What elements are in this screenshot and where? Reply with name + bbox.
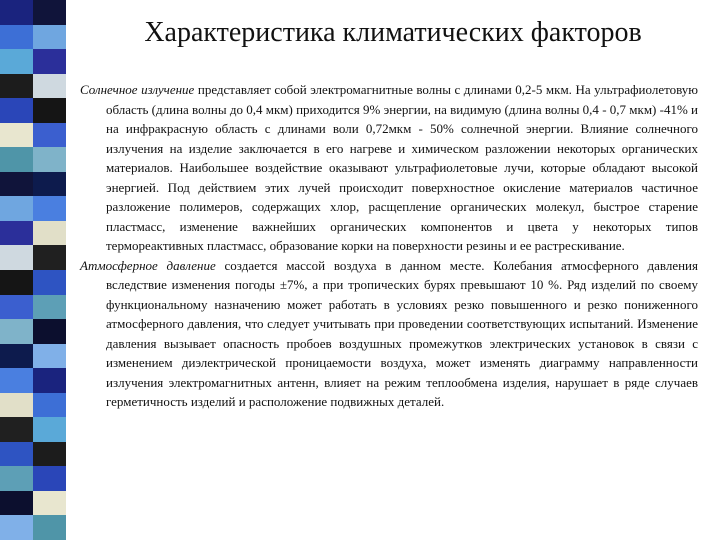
stripe-cell [0,172,33,197]
stripe-block [0,196,66,221]
stripe-cell [0,74,33,99]
stripe-cell [33,147,66,172]
stripe-cell [0,0,33,25]
stripe-block [0,442,66,467]
stripe-cell [33,491,66,516]
stripe-cell [33,393,66,418]
decorative-stripe [0,0,66,540]
stripe-block [0,25,66,50]
stripe-block [0,295,66,320]
stripe-cell [0,123,33,148]
stripe-cell [33,98,66,123]
stripe-cell [33,466,66,491]
stripe-cell [0,196,33,221]
stripe-cell [0,368,33,393]
stripe-cell [33,221,66,246]
stripe-cell [0,491,33,516]
stripe-cell [33,123,66,148]
stripe-cell [33,49,66,74]
stripe-cell [33,74,66,99]
stripe-cell [33,515,66,540]
stripe-cell [0,393,33,418]
paragraph-text: создается массой воздуха в данном месте. Колебания атмосферного давления вследствие изменения погоды ±7%, а при тропических бурях превышают 10 %. Ряд изделий по своему функциональному назначению может работать в условиях резко повышенного и резко пониженного атмосферного давления, что следует учитывать при проведении соответствующих испытаний. Изменение давления вызывает опасность пробоев воздушных промежутков электрических установок в связи с изменением диэлектрической проницаемости воздуха, может изменять диаграмму направленности излучения электромагнитных антенн, влияет на режим теплообмена изделия, нарушает в ряде случаев герметичность изделий и расположение подвижных деталей. [106,257,698,409]
stripe-cell [33,270,66,295]
term-solar-radiation: Солнечное излучение [80,82,195,97]
stripe-cell [0,344,33,369]
stripe-block [0,123,66,148]
stripe-block [0,49,66,74]
stripe-block [0,221,66,246]
stripe-block [0,344,66,369]
stripe-cell [0,515,33,540]
stripe-cell [33,319,66,344]
stripe-cell [0,25,33,50]
stripe-cell [33,368,66,393]
paragraph-atmospheric-pressure [80,256,698,412]
stripe-cell [0,319,33,344]
stripe-cell [0,98,33,123]
stripe-cell [33,442,66,467]
stripe-cell [0,270,33,295]
stripe-cell [33,344,66,369]
stripe-block [0,491,66,516]
stripe-block [0,0,66,25]
stripe-cell [0,221,33,246]
term-atmospheric-pressure: Атмосферное давление [80,257,216,273]
stripe-cell [0,417,33,442]
stripe-cell [0,49,33,74]
stripe-cell [0,147,33,172]
paragraph-text: представляет собой электромагнитные волны с длинами 0,2-5 мкм. На ультрафиолетовую область (длина волны до 0,4 мкм) приходится 9% энергии, на видимую (длина волны 0,4 - 0,7 мкм) -41% и на инфракрасную область с длинами воли 0,72мкм - 50% солнечной энергии. Влияние солнечного излучения на изделие заключается в его нагреве и химическом разложении некоторых органических материалов. Наибольшее воздействие оказывают ультрафиолетовые лучи, которые обладают высокой энергией. Под действием этих лучей происходит поверхностное окисление материалов частичное разложение полимеров, содержащих хлор, расщепление органических молекул, быстрое старение пластмасс, изменение важнейших органических компонентов и цвета у некоторых типов термореактивных пластмасс, образование корки на поверхности резины и ее растрескивание. [106,82,699,253]
stripe-cell [33,0,66,25]
stripe-block [0,74,66,99]
stripe-block [0,319,66,344]
stripe-cell [33,417,66,442]
stripe-cell [33,245,66,270]
stripe-block [0,270,66,295]
stripe-cell [0,466,33,491]
paragraph-solar-radiation [80,80,698,256]
stripe-block [0,417,66,442]
stripe-cell [33,172,66,197]
stripe-cell [33,196,66,221]
slide-title: Характеристика климатических факторов [144,17,642,48]
stripe-block [0,245,66,270]
stripe-cell [33,295,66,320]
stripe-block [0,172,66,197]
stripe-cell [0,442,33,467]
stripe-block [0,393,66,418]
stripe-block [0,466,66,491]
slide-body [80,80,698,412]
stripe-block [0,515,66,540]
stripe-block [0,98,66,123]
stripe-block [0,147,66,172]
stripe-cell [0,245,33,270]
stripe-block [0,368,66,393]
stripe-cell [33,25,66,50]
stripe-cell [0,295,33,320]
